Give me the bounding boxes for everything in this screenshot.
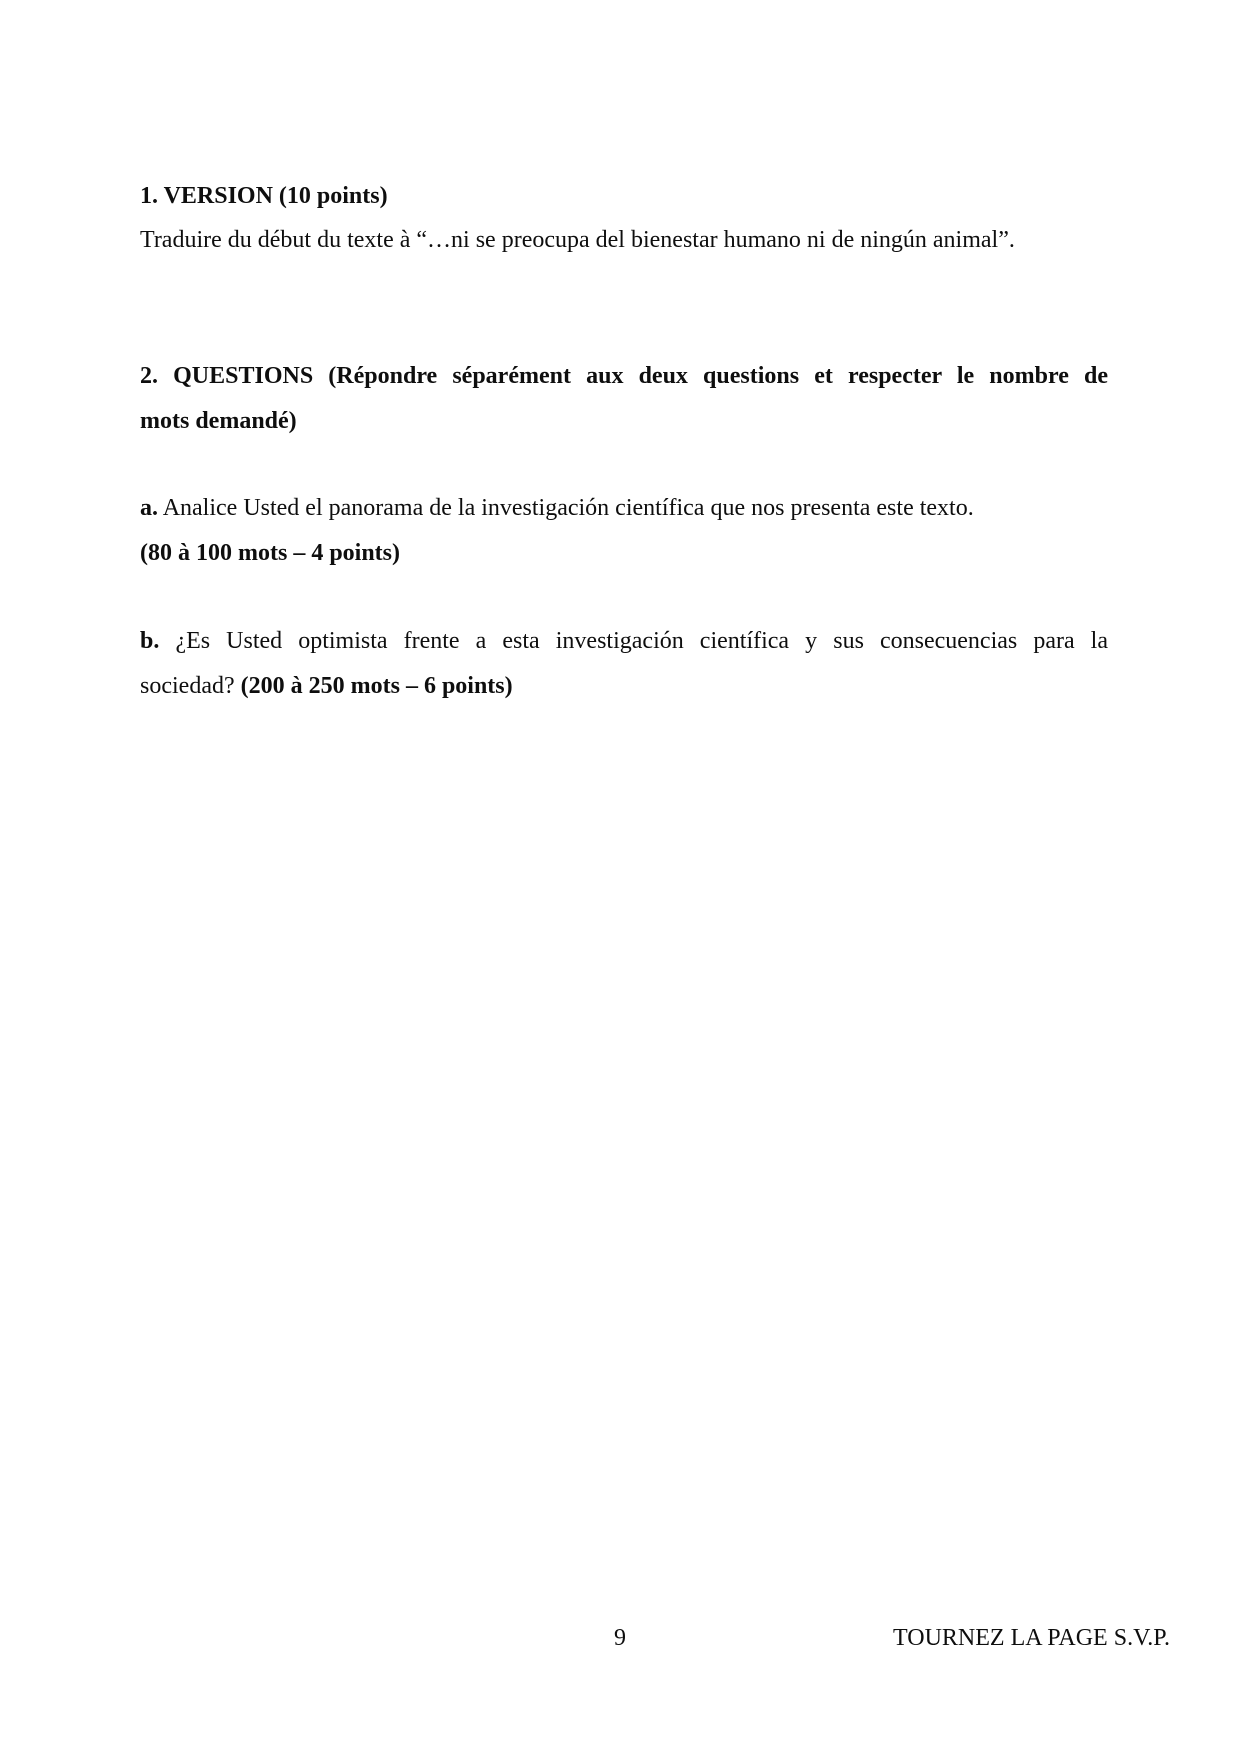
question-a-points: (80 à 100 mots – 4 points) [140, 540, 401, 566]
question-b-line2 [140, 664, 1108, 709]
turn-page-note: TOURNEZ LA PAGE S.V.P. [893, 1625, 1170, 1651]
version-instruction: Traduire du début du texte à “…ni se preocupa del bienestar humano ni de ningún animal”. [140, 227, 1015, 253]
question-b-line1 [140, 619, 1108, 664]
page-number: 9 [614, 1625, 626, 1651]
question-b [140, 619, 1108, 709]
question-b-points: (200 à 250 mots – 6 points) [240, 673, 513, 699]
question-b-label: b. [140, 628, 160, 654]
question-a-label: a. [140, 495, 158, 521]
question-b-text: ¿Es Usted optimista frente a esta investigación científica y sus consecuencias para la [175, 628, 1109, 654]
section-version-title: 1. VERSION (10 points) [140, 183, 388, 209]
question-a [140, 486, 1108, 531]
question-a-text: Analice Usted el panorama de la investigación científica que nos presenta este texto. [162, 495, 974, 521]
question-b-text-end: sociedad? [140, 673, 235, 699]
questions-title-line2: mots demandé) [140, 408, 297, 434]
questions-title-line1: 2. QUESTIONS (Répondre séparément aux deux questions et respecter le nombre de [140, 363, 1108, 389]
section-questions-title [140, 354, 1108, 444]
